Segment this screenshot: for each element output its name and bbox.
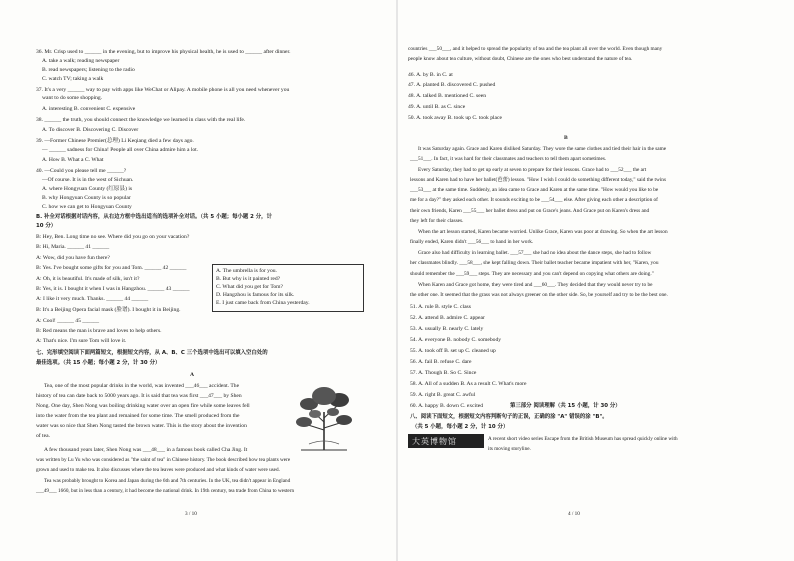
section-7-heading: 七、完形填空阅读下面两篇短文，根据短文内容，从 A、B、C 三个选项中选出可以填入空白处的 bbox=[36, 350, 268, 356]
passage-line: A few thousand years later, Shen Nong was ___48___ in a famous book called Cha Jing. It bbox=[44, 447, 248, 453]
passage-line: Nong. One day, Shen Nong was boiling drinking water over an open fire while some leaves fell bbox=[36, 403, 250, 409]
passage-line: her classmates blindly. ___58___, she kept falling down. Their ballet teacher became impatient with her, "Karen, you bbox=[410, 260, 659, 266]
passage-line: they left for their classes. bbox=[410, 218, 464, 224]
dialogue-line: B: It's a Beijing Opera facial mask (脸谱). I bought it in Beijing. bbox=[36, 307, 181, 313]
passage-line: lessons and Karen had to have her ballet(芭蕾) lesson. "How I wish I could do something different today," said the twins bbox=[410, 177, 667, 183]
passage-line: Tea was probably brought to Korea and Japan during the 6th and 7th centuries. In the UK, tea didn't appear in England bbox=[44, 478, 291, 484]
dialogue-line: A: Oh, it is beautiful. It's made of silk, isn't it? bbox=[36, 276, 140, 282]
q57-options: 57. A. Though B. So C. Since bbox=[410, 370, 477, 376]
q40-answer: —Of course. It is in the west of Sichuan. bbox=[42, 177, 134, 183]
passage-line: people know about tea culture, without doubt, Chinese are the ones who best understand the nature of tea. bbox=[408, 56, 633, 62]
part-3-heading: 第三部分 阅读理解（共 15 小题，计 30 分） bbox=[510, 403, 621, 409]
section-b-heading: B. 补全对话根据对话内容，从右边方框中选出适当的选项补全对话。（共 5 小题；每小题 2 分，计 bbox=[36, 214, 272, 220]
q48-options: 48. A. talked B. mentioned C. seen bbox=[408, 93, 486, 99]
q39-options: A. How B. What a C. What bbox=[42, 157, 104, 163]
options-box bbox=[212, 264, 364, 312]
passage-line: history of tea can date back to 5000 years ago. It is said that tea was first ___47___ by Shen bbox=[36, 393, 242, 399]
passage-line: A recent short video series Escape from the British Museum has spread quickly online with bbox=[488, 436, 678, 442]
passage-b-label: B bbox=[564, 135, 568, 141]
section-7-heading-cont: 最佳选项。（共 15 小题；每小题 2 分，计 30 分） bbox=[36, 360, 161, 366]
dialogue-line: B: Red means the man is brave and loves to help others. bbox=[36, 328, 162, 334]
dialogue-line: A: I like it very much. Thanks. ______ 44 ______ bbox=[36, 296, 149, 302]
q51-options: 51. A. rule B. style C. class bbox=[410, 304, 471, 310]
dialogue-line: A: That's nice. I'm sure Tom will love it. bbox=[36, 338, 127, 344]
box-option: C. What did you get for Tom? bbox=[216, 284, 283, 290]
q47-options: 47. A. planted B. discovered C. pushed bbox=[408, 82, 496, 88]
q37-stem: 37. It's a very ______ way to pay with apps like WeChat or Alipay. A mobile phone is all you need whenever you bbox=[36, 87, 290, 93]
passage-line: countries ___50___, and it helped to spread the popularity of tea and the tea plant all over the world. Even though many bbox=[408, 46, 663, 52]
left-page bbox=[0, 0, 396, 561]
passage-a-label: A bbox=[190, 372, 195, 378]
page-number: 3 / 10 bbox=[185, 511, 197, 517]
passage-line: Grace also had difficulty in learning ballet. ___57___ she had no idea about the dance steps, she had to follow bbox=[418, 250, 652, 256]
box-option: A. The umbrella is for you. bbox=[216, 268, 277, 274]
passage-line: ___49___ 1660, but in less than a century, it had become the national drink. In 19th century, tea trade from China to western bbox=[36, 488, 295, 494]
passage-line: should remember the ___59___ steps. They are necessary and you can't depend on copying what others are doing." bbox=[410, 271, 654, 277]
q38-options: A. To discover B. Discovering C. Discover bbox=[42, 127, 139, 133]
q56-options: 56. A. fail B. refuse C. dare bbox=[410, 359, 472, 365]
passage-line: their own friends, Karen ___55___ her ballet dress and put on Grace's jeans. And Grace put on Karen's dress and bbox=[410, 208, 650, 214]
dialogue-line: A: Cool! ______ 45 ______ bbox=[36, 318, 100, 324]
q58-options: 58. A. All of a sudden B. As a result C. What's more bbox=[410, 381, 527, 387]
dialogue-line: B: Yes. I've bought some gifts for you and Tom. ______ 42 ______ bbox=[36, 265, 187, 271]
q38-stem: 38. ______ the truth, you should connect the knowledge we learned in class with the real life. bbox=[36, 117, 246, 123]
passage-line: Tea, one of the most popular drinks in the world, was invented ___46___ accident. The bbox=[44, 383, 240, 389]
passage-line: me for a day?" they asked each other. It sounds exciting to be ___54___ else. After giving each other a description of bbox=[410, 197, 658, 203]
q39-stem: 39. —Former Chinese Premier(总理) Li Keqiang died a few days ago. bbox=[36, 138, 194, 144]
q40-option-c: C. how we can get to Hongyuan County bbox=[42, 204, 132, 210]
q37-stem-cont: want to do some shopping. bbox=[42, 95, 103, 101]
page-number: 4 / 10 bbox=[568, 511, 580, 517]
q52-options: 52. A. attend B. admire C. appear bbox=[410, 315, 485, 321]
passage-line: ___53___ at the same time. Suddenly, an idea came to Grace and Karen at the same time. "How would you like to be bbox=[410, 187, 659, 193]
section-8-heading: 八、阅读下面短文，根据短文内容判断句子的正误，正确的涂 "A" 错误的涂 "B"。 bbox=[410, 414, 608, 420]
museum-title-text: 大英博物馆 bbox=[412, 437, 457, 446]
q36-option-b: B. read newspapers; listening to the radio bbox=[42, 67, 135, 73]
museum-title-image bbox=[408, 434, 484, 448]
q55-options: 55. A. took off B. set up C. cleaned up bbox=[410, 348, 496, 354]
q36-option-a: A. take a walk; reading newspaper bbox=[42, 58, 120, 64]
passage-line: grown and used to make tea. It also discusses where the tea leaves were produced and what kinds of water were used. bbox=[36, 467, 280, 473]
passage-line: of tea. bbox=[36, 433, 50, 439]
box-option: D. Hangzhou is famous for its silk. bbox=[216, 292, 295, 298]
section-b-heading-cont: 10 分） bbox=[36, 223, 57, 229]
passage-line: water was so nice that Shen Nong tasted the brown water. This is the story about the invention bbox=[36, 423, 247, 429]
dialogue-line: B: Hi, Maria. ______ 41 ______ bbox=[36, 244, 110, 250]
passage-line: When Karen and Grace got home, they were tired and ___60___. They decided that they would never try to be bbox=[418, 282, 653, 288]
box-option: E. I just came back from China yesterday. bbox=[216, 300, 310, 306]
passage-line: finally ended, Karen didn't ___56___ to hand in her work. bbox=[410, 239, 534, 245]
q40-stem: 40. —Could you please tell me ______? bbox=[36, 168, 127, 174]
passage-line: It was Saturday again. Grace and Karen disliked Saturday. They wore the same clothes and tied their hair in the same bbox=[418, 146, 667, 152]
tea-plant-illustration bbox=[295, 382, 353, 452]
q50-options: 50. A. took away B. took up C. took place bbox=[408, 115, 502, 121]
passage-line: When the art lesson started, Karen became worried. Unlike Grace, Karen was poor at drawing. So when the art lesson bbox=[418, 229, 668, 235]
q49-options: 49. A. until B. as C. since bbox=[408, 104, 466, 110]
passage-line: into the water from the tea plant and remained for some time. The smell produced from the bbox=[36, 413, 240, 419]
q46-options: 46. A. by B. in C. at bbox=[408, 72, 453, 78]
dialogue-line: B: Hey, Ben. Long time no see. Where did you go on your vacation? bbox=[36, 234, 190, 240]
box-option: B. But why is it painted red? bbox=[216, 276, 281, 282]
q53-options: 53. A. usually B. nearly C. lately bbox=[410, 326, 484, 332]
right-page bbox=[398, 0, 794, 561]
passage-line: ___51___. In fact, it was hard for their classmates and teachers to tell them apart sometimes. bbox=[410, 156, 607, 162]
q54-options: 54. A. everyone B. nobody C. somebody bbox=[410, 337, 502, 343]
passage-line: was written by Lu Yu who was considered as "the saint of tea" in Chinese history. The book described how tea plants were bbox=[36, 457, 291, 463]
passage-line: the other one. It seemed that the grass was not always greener on the other side. So, be yourself and try to be the best one. bbox=[410, 292, 668, 298]
q36-option-c: C. watch TV; taking a walk bbox=[42, 76, 104, 82]
q36-stem: 36. Mr. Crisp used to ______ in the evening, but to improve his physical health, he is used to ______ after dinner. bbox=[36, 49, 291, 55]
q60-options: 60. A. happy B. down C. excited bbox=[410, 403, 484, 409]
q39-stem-cont: — ______ sadness for China! People all over China admire him a lot. bbox=[42, 147, 199, 153]
passage-line: its moving storyline. bbox=[488, 446, 531, 452]
dialogue-line: A: Wow, did you have fun there? bbox=[36, 255, 110, 261]
q40-option-a: A. where Hongyuan County (红原县) is bbox=[42, 186, 133, 192]
q37-options: A. interesting B. convenient C. expensive bbox=[42, 106, 136, 112]
q40-option-b: B. why Hongyuan County is so popular bbox=[42, 195, 131, 201]
passage-line: Every Saturday, they had to get up early at seven to prepare for their lessons. Grace had to ___52___ the art bbox=[418, 167, 647, 173]
dialogue-line: B: Yes, it is. I bought it when I was in Hangzhou. ______ 43 ______ bbox=[36, 286, 190, 292]
section-8-heading-cont: （共 5 小题，每小题 2 分，计 10 分） bbox=[412, 424, 509, 430]
q59-options: 59. A. right B. great C. awful bbox=[410, 392, 476, 398]
